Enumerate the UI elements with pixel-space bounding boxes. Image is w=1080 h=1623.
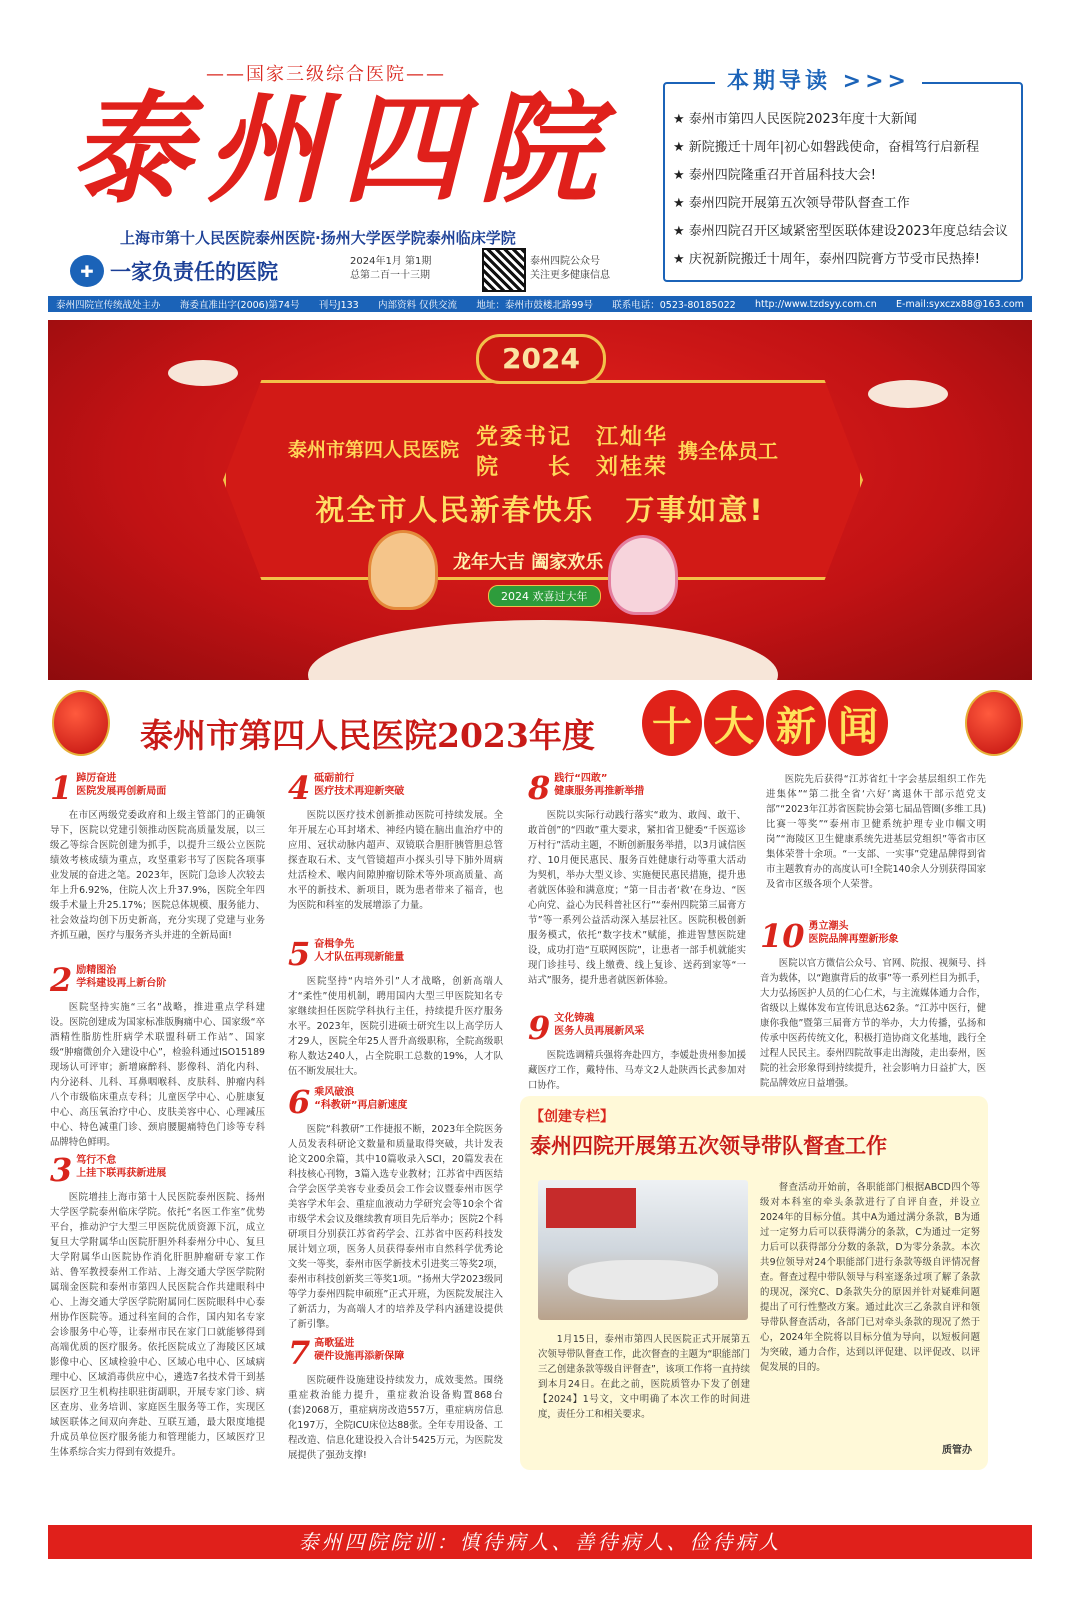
special-right-text: 督查活动开始前，各职能部门根据ABCD四个等级对本科室的牵头条款进行了自评自查，并设立2024年的目标分值。其中A为通过满分条款，B为通过一定努力后可以获得满分的条款，C为通过一定努力后可以获得部分分数的条款，D为零分条款。本次共9位领导对24个职能部门进行条款等级自评情况督查。督查过程中带队领导与科室逐条过项了解了条款的现况，深究C、D条款失分的原因并针对疑难问题提出了可行性整改方案。通过此次三乙条款自评和领导带队督查活动，各部门已对牵头条款的现况了然于心，2024年全院将以目标分值为导向，以短板问题为突破，通力合作，达到以评促建、以评促改、以评促发展的目的。 — [760, 1182, 980, 1373]
special-body-right — [760, 1180, 980, 1375]
info-bar — [48, 296, 1032, 312]
news-number: 10 — [760, 917, 805, 955]
hospital-slogan — [70, 255, 278, 287]
news-number: 2 — [50, 961, 73, 999]
news-title: “科教研”再启新速度 — [314, 1100, 408, 1111]
news-body: 医院坚持实施“三名”战略，推进重点学科建设。医院创建成为国家标准版胸痛中心、国家级“卒酒精性脂肪性肝病学术联盟科研工作站”、国家级“肿瘤微创介入建设中心”，检验科通过ISO15189现场认可评审；新增麻醉科、影像科、消化内科、内分泌科、儿科、耳鼻咽喉科、皮肤科、肿瘤内科八个市级临床重点专科；儿童医学中心、心脏康复中心、高压氧治疗中心、皮肤美容中心、心理减压中心、特色减重门诊、颈肩腰腿痛特色门诊等专科品牌特色鲜明。 — [50, 1002, 266, 1148]
special-column — [520, 1096, 988, 1470]
news-item-8 — [528, 769, 746, 988]
cloud-decoration-icon — [868, 380, 948, 408]
news-item-6 — [288, 1083, 503, 1332]
news-number: 5 — [288, 935, 311, 973]
guide-item[interactable]: ★ 新院搬迁十周年|初心如磐践使命，奋楫笃行启新程 — [673, 134, 1018, 162]
news-kicker: 乘风破浪 — [314, 1087, 355, 1098]
headline: 泰州市第四人民医院2023年度 — [140, 716, 595, 755]
news-kicker: 笃行不怠 — [76, 1155, 117, 1166]
photo-screen — [546, 1188, 636, 1228]
news-body: 医院增挂上海市第十人民医院泰州医院、扬州大学医学院泰州临床学院。依托“名医工作室”优势平台，推动沪宁大型三甲医院优质资源下沉，成立复旦大学附属华山医院肝胆外科泰州分中心、复旦大学附属华山医院协作消化肝胆肿瘤研专家工作站、鲁军教授泰州工作站、上海交通大学医学院附属瑞金医院和泰州市第四人民医院合作共建眼科中心、上海交通大学医学院附属同仁医院眼科中心泰州协作医院等。通过科室间的合作，国内知名专家会诊服务中心等，让泰州市民在家门口就能够得到高端优质的医疗服务。依托医院成立了海陵区区域影像中心、区域检验中心、区域心电中心、区域病理中心、区域消毒供应中心，遴选7名技术骨干到基层医疗卫生机构挂职驻街副职，开展专家门诊、病区查房、业务培训、家庭医生服务等工作，实现区域医联体之间双向奔赴、互联互通，最大限度地提升成员单位医疗服务能力和管理能力，区域医疗卫生体系综合实力得到有效提升。 — [50, 1192, 265, 1458]
special-bottom-text: 1月15日，泰州市第四人民医院正式开展第五次领导带队督查工作，此次督查的主题为“职能部门三乙创建条款等级自评督查”，该项工作将一直持续到本月24日。在此之前，医院质管办下发了创建【2024】1号文，文中明确了本次工作的时间进度，责任分工和相关要求。 — [538, 1334, 750, 1420]
news-item-2 — [50, 961, 266, 1150]
banner-wish: 祝全市人民新春快乐 万事如意! — [315, 493, 765, 527]
news-kicker: 砥砺前行 — [314, 773, 355, 784]
banner-dragon-text: 龙年大吉 阖家欢乐 — [453, 552, 604, 573]
news-number: 8 — [528, 769, 551, 807]
news-kicker: 励精图治 — [76, 965, 117, 976]
info-internal: 内部资料 仅供交流 — [378, 300, 458, 311]
lantern-icon — [52, 690, 110, 756]
news-number: 4 — [288, 769, 311, 807]
news-body: 医院以医疗技术创新推动医院可持续发展。全年开展左心耳封堵术、神经内镜在脑出血治疗中的应用、冠状动脉内超声、双镜联合胆肝胰管胆总管探查取石术、支气管镜超声小探头引导下肺外周病灶活检术、喉内间隙肿瘤切除术等外项高质量、高水平的新技术、新项目，既为患者带来了福音，也为医院和科室的发展增添了力量。 — [288, 810, 503, 911]
qr-caption — [530, 255, 610, 283]
news-item-1 — [50, 769, 265, 943]
guide-item[interactable]: ★ 泰州四院召开区域紧密型医联体建设2023年度总结会议 — [673, 218, 1018, 246]
masthead-top-label: ——国家三级综合医院—— — [206, 64, 446, 85]
lantern-icon — [965, 690, 1023, 756]
dragon-mascot-icon — [368, 530, 438, 610]
news-body: 医院以官方微信公众号、官网、院报、视频号、抖音为载体，以“跑旗背后的故事”等一系列栏目为抓手，大力弘扬医护人员的仁心仁术，与主流媒体通力合作，省级以上媒体发布宣传讯息达62条。“江苏中医行，健康你我他”暨第三届膏方节的举办，大力传播，弘扬和传承中医药传统文化，积极打造协商文化基地，践行全过程人民民主。泰州四院故事走出海陵，走出泰州，医院的社会形象得到持续提升，社会影响力日益扩大，医院品牌效应日益增强。 — [760, 958, 986, 1089]
news-item-5 — [288, 935, 503, 1079]
issue-info — [350, 255, 431, 283]
qr-code-icon[interactable] — [482, 248, 526, 292]
news-number: 9 — [528, 1009, 551, 1047]
news-title: 人才队伍再现新能量 — [314, 952, 405, 963]
news-item-9 — [528, 1009, 746, 1093]
news-title: 学科建设再上新台阶 — [76, 978, 167, 989]
special-tag: 【创建专栏】 — [530, 1109, 614, 1125]
info-phone: 联系电话：0523-80185022 — [612, 300, 736, 311]
guide-item[interactable]: ★ 泰州四院开展第五次领导带队督查工作 — [673, 190, 1018, 218]
news-item-7 — [288, 1334, 503, 1463]
news-body: 医院“科教研”工作捷报不断，2023年全院医务人员发表科研论文数量和质量取得突破，共计发表论文200余篇，其中10篇收录入SCI，20篇发表在科技核心刊物，3篇入选专业教材；江苏省中西医结合学会医学美容专业委员会工作会议暨泰州市医学美容学术年会、重症血液动力学研究会等10余个省市级学术会议及继续教育项目先后举办；医院2个科研项目分别获江苏省药学会、江苏省中医药科技发展计划立项，医务人员获得泰州市自然科学优秀论文奖一等奖，泰州市医学新技术引进奖三等奖2项，泰州市科技创新奖三等奖1项。“扬州大学2023级同等学力泰州四院申硕班”正式开班，为医院发展注入了新活力，为高端人才的培养及学科内涵建设提供了新引擎。 — [288, 1124, 503, 1330]
news-title: 医疗技术再迎新突破 — [314, 786, 405, 797]
news-kicker: 高歌猛进 — [314, 1338, 355, 1349]
qr-caption-line1: 泰州四院公众号 — [530, 256, 600, 267]
news-title: 硬件设施再添新保障 — [314, 1351, 405, 1362]
guide-item[interactable]: ★ 庆祝新院搬迁十周年，泰州四院膏方节受市民热捧! — [673, 246, 1018, 274]
headline-ten-news — [642, 690, 888, 756]
cloud-decoration-icon — [168, 360, 238, 386]
guide-item[interactable]: ★ 泰州四院隆重召开首届科技大会! — [673, 162, 1018, 190]
news-kicker: 践行“四敢” — [554, 773, 608, 784]
guide-title: 本期导读 >>> — [715, 64, 922, 95]
guide-list — [673, 106, 1018, 274]
info-issn: 刊号J133 — [318, 300, 359, 311]
headline-char: 大 — [704, 690, 764, 756]
headline-char: 新 — [766, 690, 826, 756]
news-title: 医务人员再展新风采 — [554, 1026, 645, 1037]
news-body: 医院以实际行动践行落实“敢为、敢闯、敢干、敢首创”的“四敢”重大要求，紧扣省卫健委“千医巡诊万村行”活动主题，不断创新服务举措，以3月诚信医疗、10月便民惠民、服务百姓健康行动等重大活动为契机，举办大型义诊、实施便民惠民措施，提升患者就医体验和满意度；“第一目击者‘救’在身边、“医心向党、益心为民科普社区行”“泰州四院第三届膏方节”等一系列公益活动深入基层社区。医院积极创新服务模式，依托“数字技术”赋能，推进智慧医院建设，成功打造“互联网医院”，让患者一部手机就能实现门诊挂号、线上缴费、线上复诊、送药到家等“一站式”服务，提升患者就医新体验。 — [528, 810, 746, 986]
banner-role-secretary: 党委书记 江灿华 — [476, 425, 669, 450]
news-title: 上挂下联再获新进展 — [76, 1168, 167, 1179]
news-body: 医院选调精兵强将奔赴四方，李媛赴贵州参加援藏医疗工作，戴特伟、马寿文2人赴陕西长武参加对口协作。 — [528, 1050, 746, 1091]
hospital-logo-icon: ✚ — [70, 255, 104, 287]
news-body: 医院先后获得“江苏省红十字会基层组织工作先进集体”“第二批全省‘六好’离退休干部示范党支部”“2023年江苏省医院协会第七届品管圈(多维工具)比赛一等奖”“泰州市卫健系统护理专业巾帼文明岗”“海陵区卫生健康系统先进基层党组织”等省市区集体荣誉十余项。“一支部、一实事”党建品牌得到省市主题教育办的高度认可!全院140余人分别获得国家及省市区级各项个人荣誉。 — [766, 774, 986, 890]
news-kicker: 文化铸魂 — [554, 1013, 595, 1024]
news-kicker: 奋楫争先 — [314, 939, 355, 950]
news-number: 7 — [288, 1334, 311, 1372]
news-title: 医院品牌再塑新形象 — [808, 934, 899, 945]
info-website-link[interactable]: http://www.tzdsyy.com.cn — [755, 298, 877, 310]
info-address: 地址：泰州市鼓楼北路99号 — [476, 300, 593, 311]
meeting-photo — [538, 1180, 748, 1320]
news-number: 1 — [50, 769, 73, 807]
qr-caption-line2: 关注更多健康信息 — [530, 270, 610, 281]
headline-char: 十 — [642, 690, 702, 756]
masthead-title: 泰州四院 — [70, 79, 614, 220]
new-year-banner — [48, 320, 1032, 680]
headline-char: 闻 — [828, 690, 888, 756]
issue-total: 总第二百一十三期 — [350, 270, 430, 281]
news-title: 医院发展再创新局面 — [76, 786, 167, 797]
banner-year: 2024 — [476, 334, 606, 384]
masthead-subtitle: 上海市第十人民医院泰州医院·扬州大学医学院泰州临床学院 — [120, 229, 516, 247]
photo-table — [568, 1260, 718, 1300]
banner-tag: 2024 欢喜过大年 — [488, 585, 601, 607]
special-title: 泰州四院开展第五次领导带队督查工作 — [530, 1133, 887, 1158]
banner-join: 携全体员工 — [678, 439, 778, 463]
dragon-mascot-icon — [608, 535, 678, 615]
banner-hospital: 泰州市第四人民医院 — [288, 439, 460, 461]
info-email-link[interactable]: E-mail:syxczx88@163.com — [896, 298, 1024, 310]
news-body: 医院硬件设施建设持续发力，成效斐然。围绕重症救治能力提升，重症救治设备购置868台(套)2068万，重症病房改造557万，重症病房信息化197万，全院ICU床位达88张。全年专用设备、工程改造、信息化建设投入合计5425万元，为医院发展提供了强劲支撑! — [288, 1375, 503, 1461]
news-body: 在市区两级党委政府和上级主管部门的正确领导下，医院以党建引领推动医院高质量发展，以三级乙等综合医院创建为抓手，以提升三级公立医院绩效考核成绩为重点，攻坚重彩书写了医院各项事业发展的奋进之笔。2023年，医院门急诊人次较去年上升6.92%，住院人次上升37.9%，医院全年四级手术量上升25.17%；医院总体规模、服务能力、社会效益均创下历史新高，充分实现了党建与业务齐抓互融，医疗与服务齐头并进的全新局面! — [50, 810, 265, 941]
hospital-motto: 泰州四院院训：慎待病人、善待病人、俭待病人 — [48, 1525, 1032, 1559]
news-item-4 — [288, 769, 503, 913]
news-kicker: 踔厉奋进 — [76, 773, 117, 784]
slogan-text: 一家负责任的医院 — [110, 260, 278, 284]
banner-role-president: 院 长 刘桂荣 — [476, 455, 669, 480]
news-item-8-continued — [766, 772, 986, 892]
info-sponsor: 泰州四院宣传统战处主办 — [56, 300, 161, 311]
news-title: 健康服务再推新举措 — [554, 786, 645, 797]
news-item-10 — [760, 917, 986, 1091]
news-body: 医院坚持“内培外引”人才战略，创新高端人才“柔性”使用机制，聘用国内大型三甲医院知名专家继续担任医院学科执行主任，持续提升医疗服务水平。2023年，医院引进硕士研究生以上高学历人才29人，医院全年25人晋升高级职称，全院高级职称人数达240人，占全院职工总数的19%，人才队伍不断发展壮大。 — [288, 976, 503, 1077]
special-body-bottom — [538, 1332, 750, 1422]
cloud-decoration-icon — [308, 620, 778, 680]
news-number: 3 — [50, 1151, 73, 1189]
info-license: 海委直准出字(2006)第74号 — [179, 300, 300, 311]
issue-date: 2024年1月 第1期 — [350, 256, 432, 267]
guide-item[interactable]: ★ 泰州市第四人民医院2023年度十大新闻 — [673, 106, 1018, 134]
news-kicker: 勇立潮头 — [808, 921, 849, 932]
news-item-3 — [50, 1151, 265, 1460]
news-number: 6 — [288, 1083, 311, 1121]
special-signature: 质管办 — [942, 1445, 972, 1456]
